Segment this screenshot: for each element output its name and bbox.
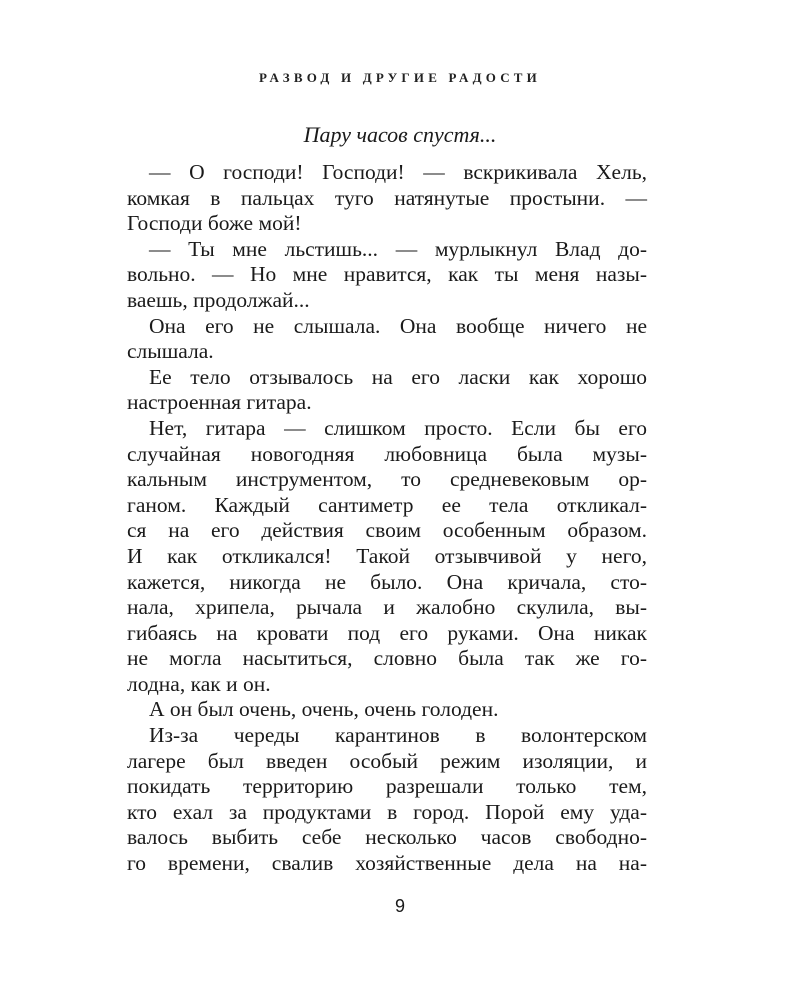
text-line: кальным инструментом, то средневековым ор- [127, 467, 647, 492]
text-line: не могла насытиться, словно была так же го- [127, 646, 647, 671]
section-title: Пару часов спустя... [303, 122, 497, 147]
text-line: кто ехал за продуктами в город. Порой ему уда- [127, 799, 647, 824]
body-text [127, 160, 647, 877]
text-line: А он был очень, очень, очень голоден. [149, 697, 499, 722]
text-line: ганом. Каждый сантиметр ее тела откликал- [127, 492, 647, 517]
text-line: Нет, гитара — слишком просто. Если бы его [149, 415, 647, 440]
text-line: нала, хрипела, рычала и жалобно скулила, вы- [127, 595, 647, 620]
text-line: слышала. [127, 339, 214, 364]
text-line: ваешь, продолжай... [127, 287, 310, 312]
text-line: И как откликался! Такой отзывчивой у него, [127, 543, 647, 568]
page-number: 9 [394, 896, 405, 916]
text-line: — О господи! Господи! — вскрикивала Хель, [149, 160, 647, 184]
text-line: гибаясь на кровати под его руками. Она никак [127, 620, 647, 645]
text-line: го времени, свалив хозяйственные дела на на- [127, 851, 647, 876]
text-line: настроенная гитара. [127, 390, 312, 415]
text-line: лагере был введен особый режим изоляции, и [127, 748, 647, 773]
text-line: ся на его действия своим особенным образом. [127, 518, 647, 543]
text-line: лодна, как и он. [127, 671, 271, 696]
text-line: вольно. — Но мне нравится, как ты меня назы- [127, 262, 647, 287]
text-line: кажется, никогда не было. Она кричала, сто- [127, 569, 647, 594]
running-head: РАЗВОД И ДРУГИЕ РАДОСТИ [259, 70, 541, 85]
text-line: комкая в пальцах туго натянутые простыни. — [127, 185, 647, 210]
text-line: — Ты мне льстишь... — мурлыкнул Влад до- [149, 236, 647, 261]
text-line: Она его не слышала. Она вообще ничего не [149, 313, 647, 338]
text-line: покидать территорию разрешали только тем, [127, 774, 647, 799]
text-line: валось выбить себе несколько часов свободно- [127, 825, 647, 850]
text-line: Ее тело отзывалось на его ласки как хорошо [149, 364, 647, 389]
text-line: случайная новогодняя любовница была музы- [127, 441, 647, 466]
text-line: Из-за череды карантинов в волонтерском [149, 723, 647, 748]
text-line: Господи боже мой! [127, 211, 302, 236]
